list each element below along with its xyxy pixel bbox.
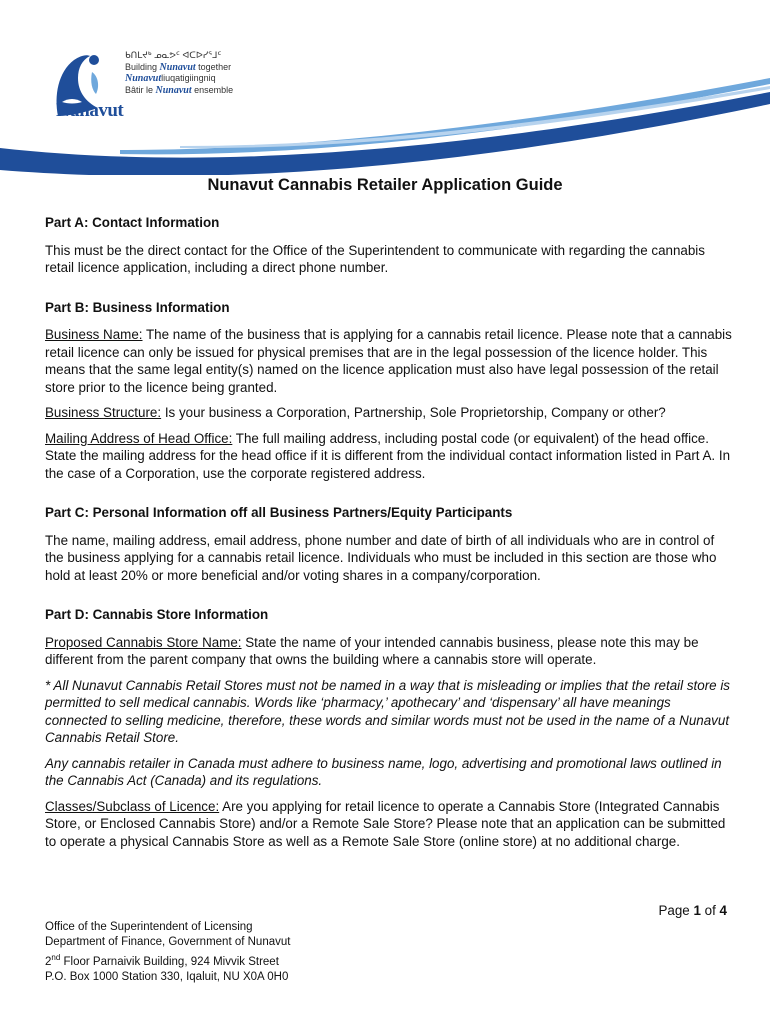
business-structure-paragraph: Business Structure: Is your business a Corporation, Partnership, Sole Proprietorship, Company or other? [45,405,666,420]
part-a-heading: Part A: Contact Information [45,215,220,230]
store-name-paragraph: Proposed Cannabis Store Name: State the name of your intended cannabis business, please note this may be different from the parent company that owns the building where a cannabis store will operate. [45,634,699,667]
licence-class-paragraph: Classes/Subclass of Licence: Are you applying for retail licence to operate a Cannabis Store (Integrated Cannabis Store, or Enclosed Cannabis Store) and/or a Remote Sale Store? Please note that an application can be submitted to operate a physical Cannabis Store as well as a Remote Sale Store (online store) at no additional charge. [45,798,726,849]
footer-address [45,920,290,985]
footer-line-department: Department of Finance, Government of Nunavut [45,936,291,948]
tagline-inuktitut: Nunavutliuqatigiingniq [125,73,216,84]
letterhead [0,0,770,175]
business-name-paragraph: Business Name: The name of the business that is applying for a cannabis retail licence. Please note that a cannabis retail licence can only be issued for physical premises that are in the legal possession of the licence holder. This means that the same legal entity(s) named on the licence application must also have legal possession of the retail store prior to the licence being granted. [45,327,732,395]
part-a-body: This must be the direct contact for the Office of the Superintendent to communicate with regarding the cannabis retail licence application, including a direct phone number. [45,242,705,275]
footer-line-office: Office of the Superintendent of Licensing [45,921,253,933]
document-body [45,214,735,858]
cannabis-act-note: Any cannabis retailer in Canada must adhere to business name, logo, advertising and promotional laws outlined in the Cannabis Act (Canada) and its regulations. [45,755,722,788]
part-b-heading: Part B: Business Information [45,299,230,315]
footer-line-building: 2nd Floor Parnaivik Building, 924 Mivvik Street [45,953,279,968]
tagline-english: Building Nunavut together [125,61,232,73]
document-title: Nunavut Cannabis Retailer Application Guide [207,176,563,194]
logo-wordmark: Nunavut [56,100,124,121]
mailing-address-paragraph: Mailing Address of Head Office: The full mailing address, including postal code (or equivalent) of the head office. State the mailing address for the head office if it is different from the individual contact information listed in Part A. In the case of a Corporation, use the corporate registered address. [45,430,731,481]
tagline-french: Bâtir le Nunavut ensemble [125,84,234,96]
header-tagline [125,50,233,96]
footer-line-pobox: P.O. Box 1000 Station 330, Iqaluit, NU X0A 0H0 [45,970,289,983]
part-c-body: The name, mailing address, email address, phone number and date of birth of all individuals who are in control of the business applying for a cannabis retail licence. Individuals who must be included in this section are those who hold at least 20% or more beneficial and/or voting shares in a company/corporation. [45,532,717,583]
store-name-note: * All Nunavut Cannabis Retail Stores must not be named in a way that is misleading or implies that the retail store is permitted to sell medical cannabis. Words like ‘pharmacy,’ apothecary’ and ‘dispensary’ all have meanings connected to selling medicine, therefore, these words and similar words must not be used in the name of a Nunavut Cannabis Retail Store. [45,677,730,745]
tagline-syllabics: ᑲᑎᒪᔪᒃ ᓄᓇᕗᑦ ᐊᑕᐅᓯᕐᒧᑦ [125,50,222,60]
page-number: Page 1 of 4 [658,903,727,918]
part-c-heading: Part C: Personal Information off all Business Partners/Equity Participants [45,505,513,520]
part-d-heading: Part D: Cannabis Store Information [45,607,269,622]
